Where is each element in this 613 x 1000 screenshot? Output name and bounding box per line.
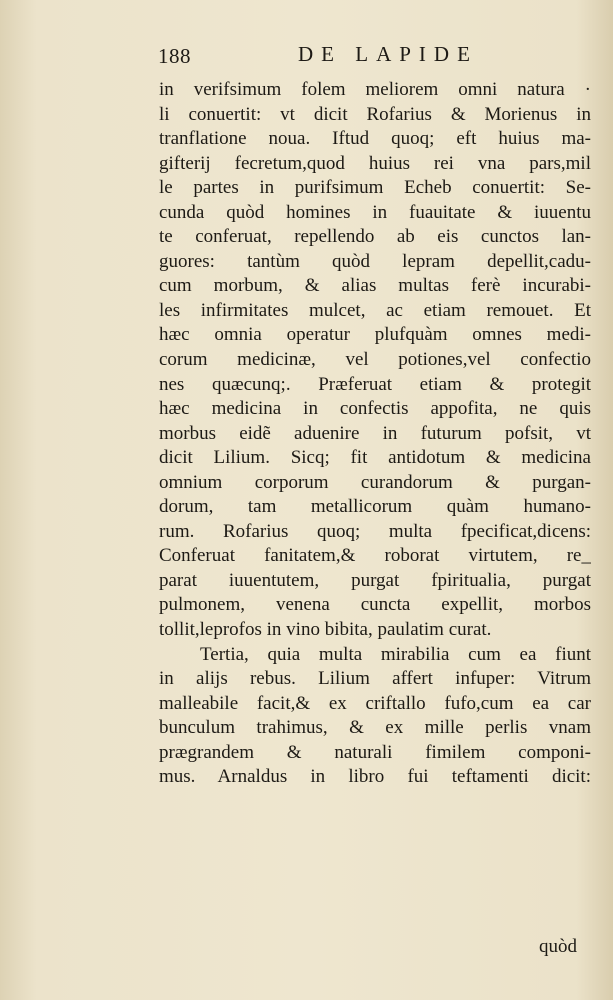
- text-line: corum medicinæ, vel potiones,vel confectio: [159, 349, 591, 371]
- text-block: [159, 78, 591, 790]
- text-line: te conferuat, repellendo ab eis cunctos lan-: [159, 226, 591, 248]
- text-line: dicit Lilium. Sicq; fit antidotum & medicina: [159, 447, 591, 469]
- text-line: cunda quòd homines in fuauitate & iuuentu: [159, 201, 591, 223]
- catchword: quòd: [539, 936, 577, 957]
- text-line: guores: tantùm quòd lepram depellit,cadu-: [159, 250, 591, 272]
- text-line: le partes in purifsimum Echeb conuertit: Se-: [159, 177, 591, 199]
- text-line: Tertia, quia multa mirabilia cum ea fiunt: [200, 643, 591, 665]
- text-line: cum morbum, & alias multas ferè incurabi-: [159, 275, 591, 297]
- paragraph-1: [159, 78, 591, 643]
- text-line: gifterij fecretum,quod huius rei vna pars,mil: [159, 152, 591, 174]
- text-line: dorum, tam metallicorum quàm humano-: [159, 496, 591, 518]
- text-line: li conuertit: vt dicit Rofarius & Morienus in: [159, 103, 591, 125]
- text-line: morbus eidẽ aduenire in futurum pofsit, vt: [159, 422, 591, 444]
- text-line: mus. Arnaldus in libro fui teftamenti dicit:: [159, 766, 591, 788]
- text-line: pulmonem, venena cuncta expellit, morbos: [159, 594, 591, 616]
- text-line: bunculum trahimus, & ex mille perlis vnam: [159, 717, 591, 739]
- text-line: les infirmitates mulcet, ac etiam remouet. Et: [159, 299, 591, 321]
- text-line: tranflatione noua. Iftud quoq; eft huius ma-: [159, 128, 591, 150]
- text-line: prægrandem & naturali fimilem componi-: [159, 741, 591, 763]
- text-line: parat iuuentutem, purgat fpiritualia, purgat: [159, 569, 591, 591]
- text-line: malleabile facit,& ex criftallo fufo,cum ea car: [159, 692, 591, 714]
- text-line: rum. Rofarius quoq; multa fpecificat,dicens:: [159, 520, 591, 542]
- text-line: hæc medicina in confectis appofita, ne quis: [159, 398, 591, 420]
- text-line: Conferuat fanitatem,& roborat virtutem, re_: [159, 545, 591, 567]
- running-title: DE LAPIDE: [298, 42, 478, 66]
- page-number: 188: [158, 44, 191, 68]
- text-line: in verifsimum folem meliorem omni natura ·: [159, 79, 591, 100]
- text-line: hæc omnia operatur plufquàm omnes medi-: [159, 324, 591, 346]
- paragraph-2: [159, 643, 591, 790]
- text-line: omnium corporum curandorum & purgan-: [159, 471, 591, 493]
- text-line: nes quæcunq;. Præferuat etiam & protegit: [159, 373, 591, 395]
- text-line: tollit,leprofos in vino bibita, paulatim curat.: [159, 619, 492, 641]
- text-line: in alijs rebus. Lilium affert infuper: Vitrum: [159, 668, 591, 690]
